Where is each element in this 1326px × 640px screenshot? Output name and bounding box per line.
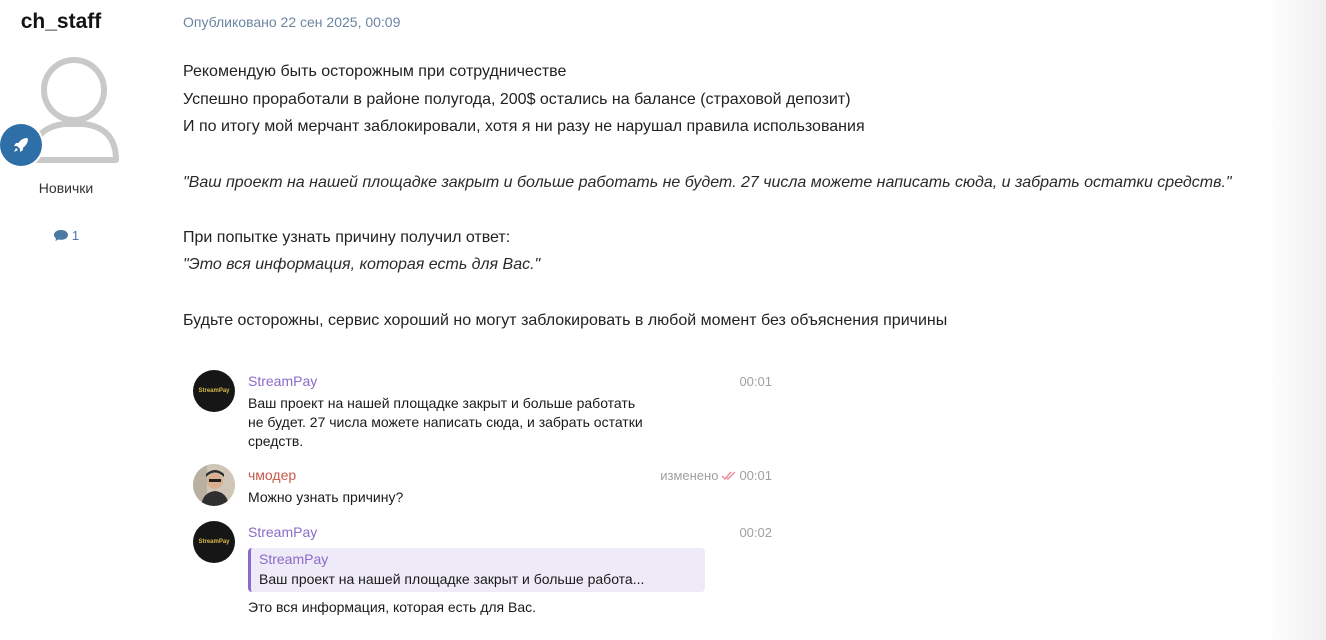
message-text-line: средств. [248,433,304,449]
post-count[interactable] [0,228,132,243]
message-text: Это вся информация, которая есть для Вас. [248,599,537,615]
author-panel [0,0,130,640]
post-count-value: 1 [71,228,80,243]
double-check-icon [721,471,737,481]
post-line: При попытке узнать причину получил ответ: [183,229,511,246]
author-name[interactable]: ch_staff [20,10,102,33]
author-rank: Новички [38,180,94,196]
message-text [248,488,718,507]
post-warning: Будьте осторожны, сервис хороший но могут заблокировать в любой момент без объяснения причины [183,312,948,329]
message-time [660,468,772,483]
avatar-logo-text: StreamPay [198,388,230,394]
person-photo-icon [193,464,235,506]
rank-badge [0,124,42,166]
reply-sender: StreamPay [259,551,329,567]
author-avatar[interactable] [0,48,130,168]
rocket-icon [11,135,31,155]
reply-quote[interactable] [248,548,705,592]
avatar-logo-text: StreamPay [198,539,230,545]
post-quote: "Ваш проект на нашей площадке закрыт и больше работать не будет. 27 числа можете написать сюда, и забрать остатки средств." [183,174,1232,191]
message-time: 00:02 [739,525,772,540]
message-text [248,394,718,451]
moder-avatar [193,464,235,506]
post-date[interactable]: Опубликовано 22 сен 2025, 00:09 [183,14,401,30]
message-sender: чмодер [248,467,297,483]
reply-text: Ваш проект на нашей площадке закрыт и больше работа... [259,571,645,587]
message-time: 00:01 [739,374,772,389]
chat-screenshot [193,366,783,626]
message-time-value: 00:01 [739,468,772,483]
comment-icon [53,229,69,242]
streampay-avatar [193,521,235,563]
message-text-line: Ваш проект на нашей площадке закрыт и больше работать [248,395,636,411]
post-quote: "Это вся информация, которая есть для Вас." [183,256,541,273]
post-line: И по итогу мой мерчант заблокировали, хотя я ни разу не нарушал правила использования [183,118,865,135]
message-sender: StreamPay [248,373,318,389]
message-text-line: не будет. 27 числа можете написать сюда, и забрать остатки [248,414,643,430]
edited-label: изменено [660,468,719,483]
message-sender: StreamPay [248,524,318,540]
streampay-avatar [193,370,235,412]
message-text-line: Можно узнать причину? [248,489,404,505]
post-line: Рекомендую быть осторожным при сотрудничестве [183,63,567,80]
page-edge-shade [1266,0,1326,640]
post-line: Успешно проработали в районе полугода, 200$ остались на балансе (страховой депозит) [183,91,851,108]
